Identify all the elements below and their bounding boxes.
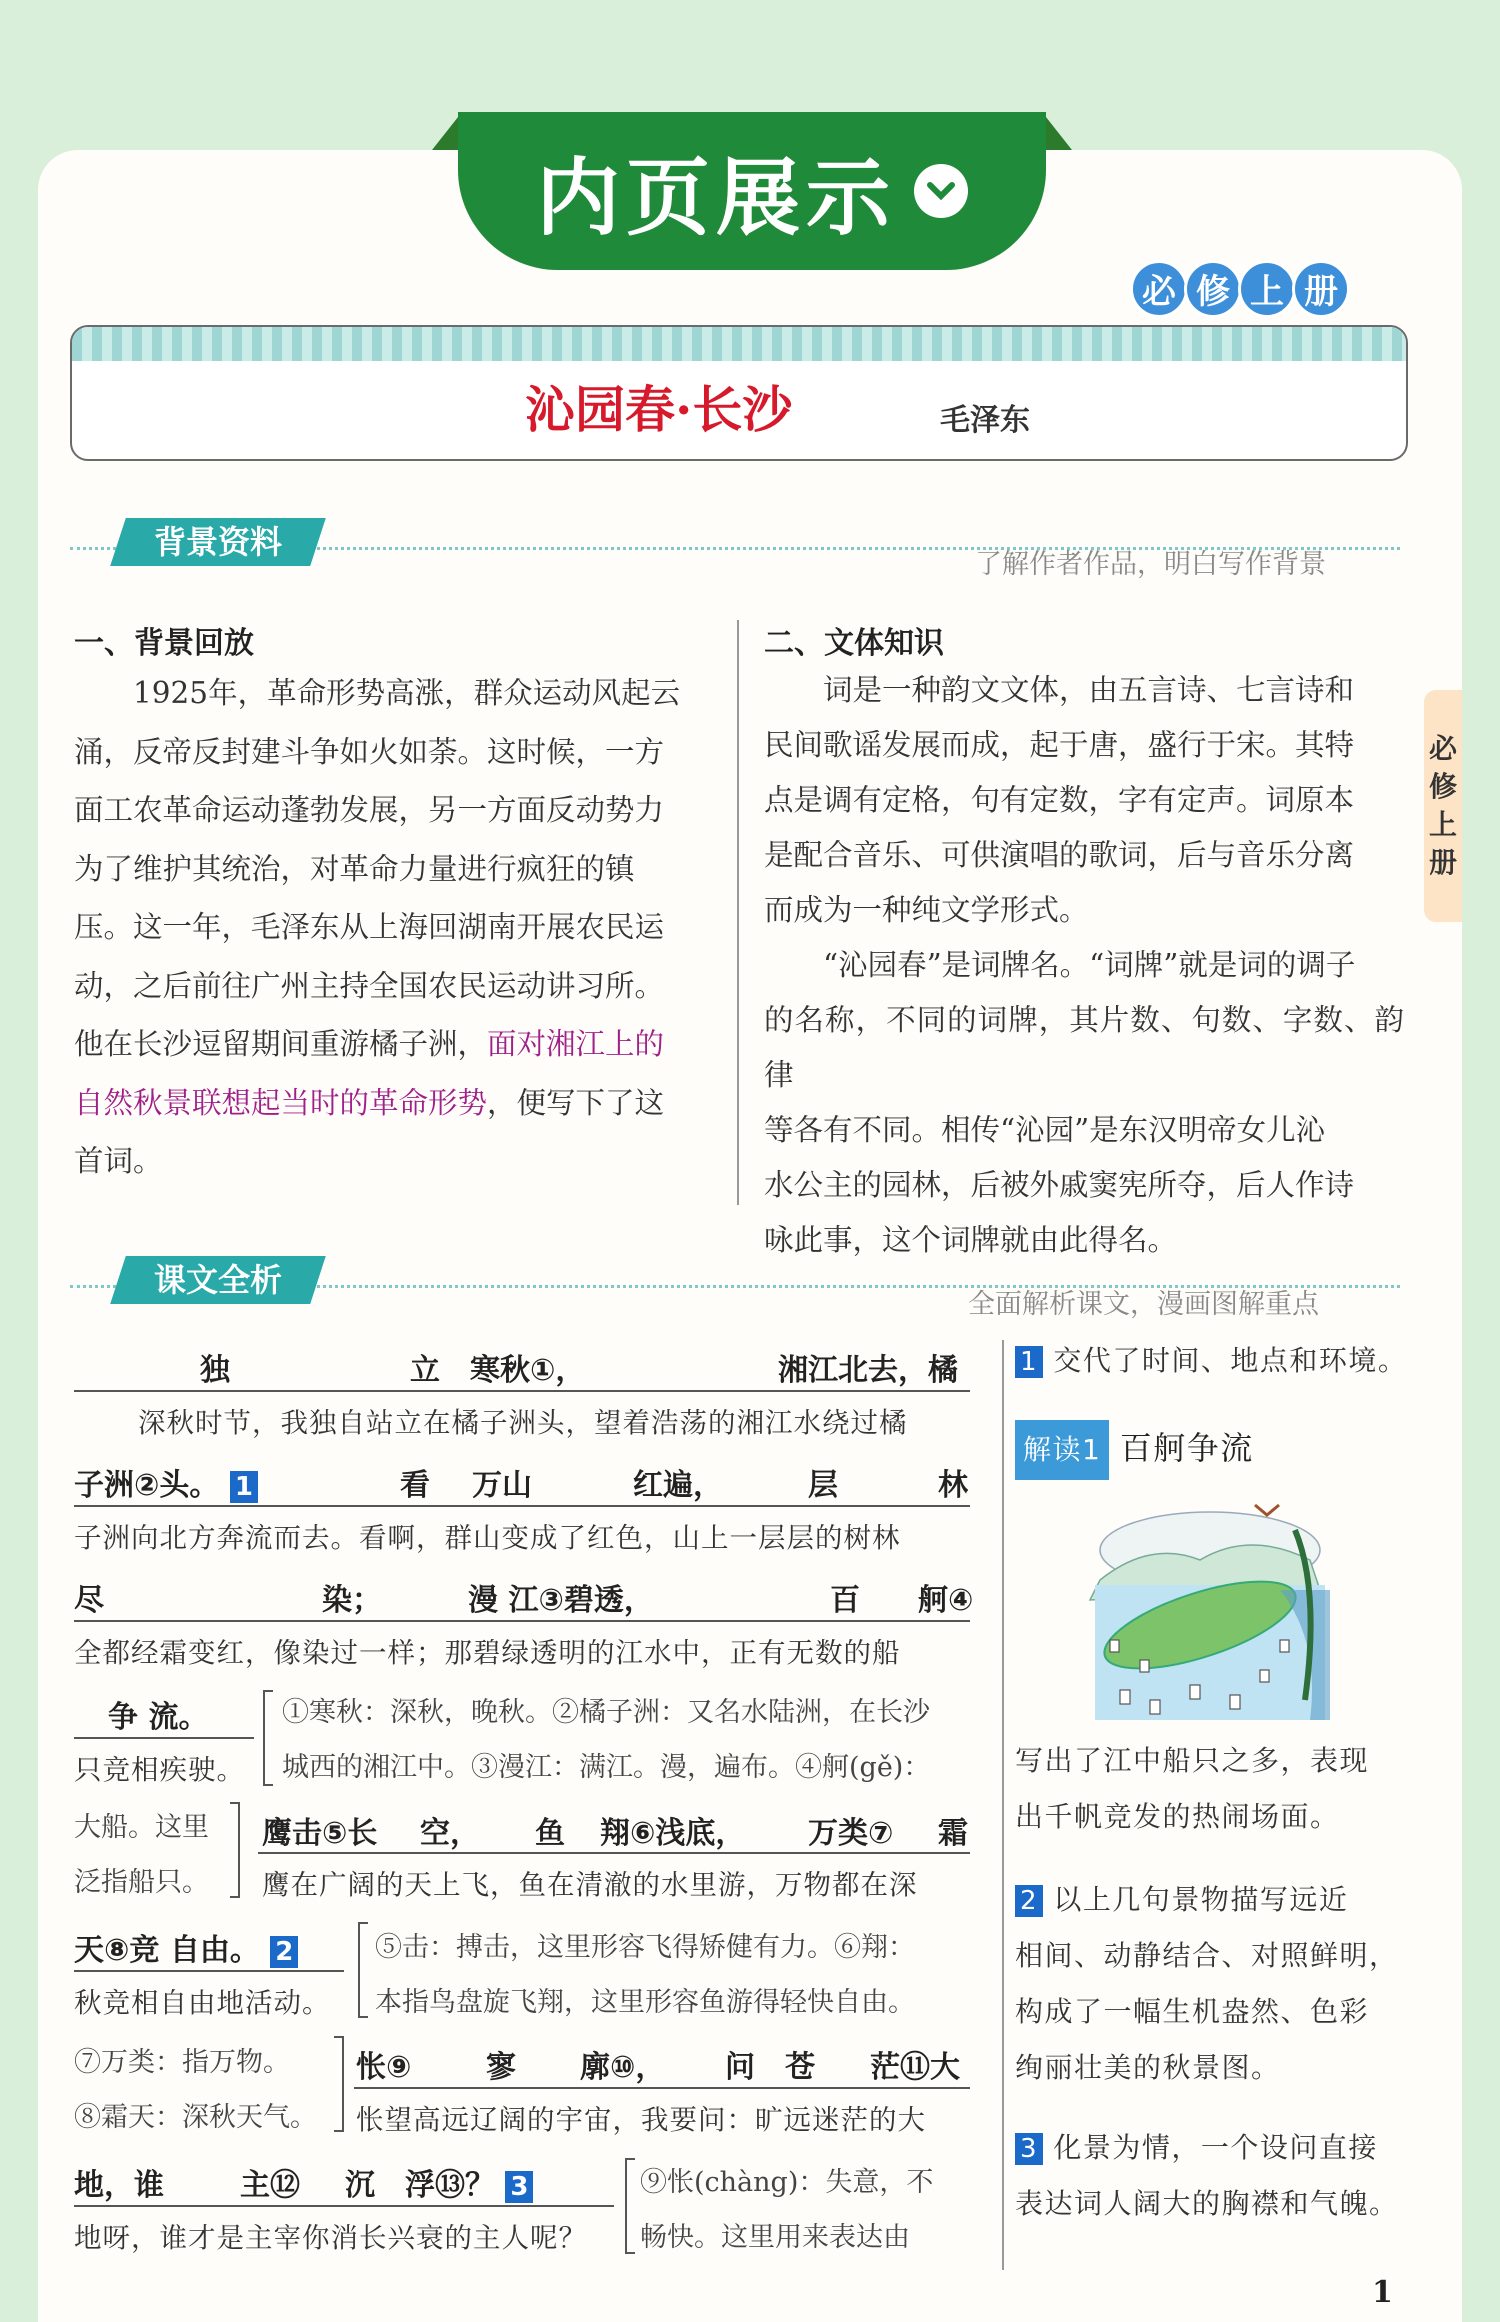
banner-title: 内页展示 xyxy=(535,148,896,247)
text-line: 首词。 xyxy=(74,1144,163,1178)
analysis-marker: 1 xyxy=(1015,1346,1043,1378)
text-line: 出千帆竞发的热闹场面。 xyxy=(1015,1800,1340,1833)
poem-word: 浮⑬？ xyxy=(405,2168,495,2203)
poem-word: 万山 xyxy=(472,1468,532,1503)
underline xyxy=(74,1970,344,1972)
genre-paragraph xyxy=(764,663,1404,1268)
page-banner xyxy=(458,112,1046,270)
poem-word: 廓⑩， xyxy=(580,2050,666,2085)
section-tab-background xyxy=(110,518,326,566)
note-bracket xyxy=(358,1922,368,2018)
text-line: 涌，反帝反封建斗争如火如荼。这时候，一方 xyxy=(74,734,665,769)
poem-line xyxy=(74,1460,258,1504)
poem-word: 湘江北去，橘 xyxy=(778,1353,958,1388)
lesson-author: 毛泽东 xyxy=(940,403,1030,438)
note-bracket xyxy=(625,2158,635,2254)
poem-word: 尽 xyxy=(74,1583,104,1618)
section-tab-background xyxy=(110,1256,326,1304)
lesson-title: 沁园春·长沙 xyxy=(525,380,793,439)
side-tab-char: 上 xyxy=(1428,808,1457,841)
volume-badge-char: 上 xyxy=(1238,260,1296,318)
analysis-marker: 1 xyxy=(230,1471,258,1503)
text-span: ，便写下了这 xyxy=(487,1085,665,1120)
poem-word: 层 xyxy=(808,1468,838,1503)
text-line xyxy=(74,1015,714,1074)
poem-word: 舸④ xyxy=(918,1583,974,1618)
highlight-text: 自然秋景联想起当时的革命形势 xyxy=(74,1085,488,1120)
text-line: 点是调有定格，句有定数，字有定声。词原本 xyxy=(764,783,1355,817)
text-line: “沁园春”是词牌名。“词牌”就是词的调子 xyxy=(764,948,1356,982)
reading-header xyxy=(1015,1420,1254,1480)
volume-badge-char: 修 xyxy=(1184,260,1242,318)
text-line xyxy=(74,1074,714,1133)
volume-badge-char: 册 xyxy=(1292,260,1350,318)
river-boats-illustration xyxy=(1080,1490,1350,1730)
poem-word: 天⑧竞 自由。 xyxy=(74,1933,260,1968)
underline xyxy=(74,2205,614,2207)
underline xyxy=(74,1390,970,1392)
poem-line: 争 流。 xyxy=(108,1700,209,1735)
side-tab-char: 必 xyxy=(1428,732,1457,765)
text-line: 相间、动静结合、对照鲜明， xyxy=(1015,1939,1399,1972)
text-line: 是配合音乐、可供演唱的歌词，后与音乐分离 xyxy=(764,838,1355,872)
poem-word: 主⑫ xyxy=(240,2168,300,2203)
background-heading: 一、背景回放 xyxy=(74,626,254,661)
poem-word: 染； xyxy=(322,1583,382,1618)
note-line: ①寒秋：深秋，晚秋。②橘子洲：又名水陆洲，在长沙 xyxy=(282,1697,930,1728)
note-bracket xyxy=(334,2036,344,2132)
analysis-item-1 xyxy=(1015,1333,1407,1389)
text-line: 为了维护其统治，对革命力量进行疯狂的镇 xyxy=(74,851,635,886)
poem-word: 鱼 xyxy=(535,1816,565,1851)
translation-line: 鹰在广阔的天上飞，鱼在清澈的水里游，万物都在深 xyxy=(262,1869,918,1901)
text-line: 构成了一幅生机盎然、色彩 xyxy=(1015,1995,1370,2028)
poem-word: 茫⑪大 xyxy=(870,2050,960,2085)
poem-word: 空， xyxy=(420,1816,480,1851)
note-bracket xyxy=(230,1802,240,1898)
analysis-marker: 2 xyxy=(1015,1885,1043,1917)
text-line: 等各有不同。相传“沁园”是东汉明帝女儿沁 xyxy=(764,1113,1326,1147)
chevron-down-icon xyxy=(914,164,968,218)
banner-fold-right xyxy=(1042,112,1072,150)
column-divider xyxy=(737,620,739,1205)
text-line: 民间歌谣发展而成，起于唐，盛行于宋。其特 xyxy=(764,728,1355,762)
page-number: 1 xyxy=(1372,2275,1393,2310)
analysis-text: 以上几句景物描写远近 xyxy=(1053,1883,1349,1916)
volume-badge-char: 必 xyxy=(1130,260,1188,318)
note-line: 大船。这里 xyxy=(74,1812,209,1843)
poem-word: 寥 xyxy=(486,2050,516,2085)
poem-word: 霜 xyxy=(938,1816,968,1851)
background-paragraph xyxy=(74,664,714,1191)
reading-title: 百舸争流 xyxy=(1119,1429,1254,1467)
analysis-item-3 xyxy=(1015,2120,1399,2232)
analysis-item-2 xyxy=(1015,1872,1399,2096)
genre-heading: 二、文体知识 xyxy=(764,626,944,661)
section-tab-label: 课文全析 xyxy=(154,1261,283,1299)
text-line: 绚丽壮美的秋景图。 xyxy=(1015,2051,1281,2084)
poem-word: 万类⑦ xyxy=(808,1816,894,1851)
text-line: 的名称，不同的词牌，其片数、句数、字数、韵律 xyxy=(764,1003,1404,1092)
text-line: 写出了江中船只之多，表现 xyxy=(1015,1744,1370,1777)
translation-line: 秋竞相自由地活动。 xyxy=(74,1987,331,2019)
underline xyxy=(354,2087,970,2089)
analysis-marker: 3 xyxy=(1015,2133,1043,2165)
reading-badge: 解读1 xyxy=(1015,1420,1109,1480)
text-line: 水公主的园林，后被外戚窦宪所夺，后人作诗 xyxy=(764,1168,1355,1202)
underline xyxy=(74,1737,254,1739)
text-line xyxy=(1015,2120,1399,2176)
translation-line: 地呀，谁才是主宰你消长兴衰的主人呢？ xyxy=(74,2222,587,2254)
poem-word: 地，谁 xyxy=(74,2168,164,2203)
side-tab-char: 修 xyxy=(1428,770,1457,803)
poem-word: 沉 xyxy=(345,2168,375,2203)
poem-word: 翔⑥浅底， xyxy=(600,1816,746,1851)
underline xyxy=(74,1620,970,1622)
wave-decoration xyxy=(72,327,1406,361)
underline xyxy=(74,1505,970,1507)
analysis-divider xyxy=(1002,1340,1004,2270)
poem-word: 苍 xyxy=(785,2050,815,2085)
poem-word: 林 xyxy=(938,1468,968,1503)
reading-description xyxy=(1015,1733,1369,1845)
translation-line: 怅望高远辽阔的宇宙，我要问：旷远迷茫的大 xyxy=(356,2104,926,2136)
text-span: 他在长沙逗留期间重游橘子洲， xyxy=(74,1027,488,1061)
poem-word: 寒秋①， xyxy=(470,1353,586,1388)
text-line: 压。这一年，毛泽东从上海回湖南开展农民运 xyxy=(74,910,665,944)
text-line: 1925年，革命形势高涨，群众运动风起云 xyxy=(74,676,681,710)
text-line: 词是一种韵文文体，由五言诗、七言诗和 xyxy=(764,673,1355,707)
note-line: ⑧霜天：深秋天气。 xyxy=(74,2102,317,2133)
translation-line: 子洲向北方奔流而去。看啊，群山变成了红色，山上一层层的树林 xyxy=(74,1522,901,1554)
note-bracket xyxy=(263,1690,273,1786)
section-tab-label: 背景资料 xyxy=(154,523,283,561)
poem-word: 子洲②头。 xyxy=(74,1468,220,1503)
note-line: 泛指船只。 xyxy=(74,1867,209,1898)
note-line: ⑨怅(chàng)：失意，不 xyxy=(640,2167,934,2198)
poem-word: 独 xyxy=(200,1353,230,1388)
poem-word: 立 xyxy=(410,1353,440,1388)
section-note: 了解作者作品，明白写作背景 xyxy=(975,549,1326,580)
poem-word: 鹰击⑤长 xyxy=(262,1816,378,1851)
highlight-text: 面对湘江上的 xyxy=(487,1027,665,1061)
translation-line: 全都经霜变红，像染过一样；那碧绿透明的江水中，正有无数的船 xyxy=(74,1637,901,1669)
note-line: 城西的湘江中。③漫江：满江。漫，遍布。④舸(gě)： xyxy=(282,1752,931,1783)
text-line: 面工农革命运动蓬勃发展，另一方面反动势力 xyxy=(74,793,665,827)
text-line xyxy=(1015,1872,1399,1928)
text-line: 咏此事，这个词牌就由此得名。 xyxy=(764,1223,1178,1257)
poem-word: 百 xyxy=(830,1583,860,1618)
side-tab-char: 册 xyxy=(1428,846,1457,879)
text-line: 表达词人阔大的胸襟和气魄。 xyxy=(1015,2187,1399,2220)
analysis-text: 化景为情，一个设问直接 xyxy=(1053,2131,1378,2164)
side-volume-tab xyxy=(1424,690,1462,922)
section-note: 全面解析课文，漫画图解重点 xyxy=(968,1289,1319,1320)
note-line: ⑦万类：指万物。 xyxy=(74,2047,290,2078)
note-line: ⑤击：搏击，这里形容飞得矫健有力。⑥翔： xyxy=(375,1932,915,1963)
poem-line xyxy=(405,2160,533,2204)
text-line: 而成为一种纯文学形式。 xyxy=(764,893,1089,927)
volume-badge xyxy=(1130,260,1392,318)
note-line: 本指鸟盘旋飞翔，这里形容鱼游得轻快自由。 xyxy=(375,1987,915,2018)
analysis-marker: 2 xyxy=(270,1936,298,1968)
poem-word: 问 xyxy=(725,2050,755,2085)
translation-line: 只竞相疾驶。 xyxy=(74,1754,245,1786)
poem-line xyxy=(74,1925,298,1969)
poem-word: 红遍， xyxy=(633,1468,723,1503)
translation-line: 深秋时节，我独自站立在橘子洲头，望着浩荡的湘江水绕过橘 xyxy=(138,1407,908,1439)
poem-word: 怅⑨ xyxy=(356,2050,412,2085)
analysis-text: 交代了时间、地点和环境。 xyxy=(1053,1344,1408,1377)
poem-word: 看 xyxy=(400,1468,430,1503)
analysis-marker: 3 xyxy=(505,2171,533,2203)
text-line: 动，之后前往广州主持全国农民运动讲习所。 xyxy=(74,968,665,1003)
underline xyxy=(258,1852,970,1854)
poem-word: 漫 江③碧透， xyxy=(468,1583,654,1618)
note-line: 畅快。这里用来表达由 xyxy=(640,2222,910,2253)
